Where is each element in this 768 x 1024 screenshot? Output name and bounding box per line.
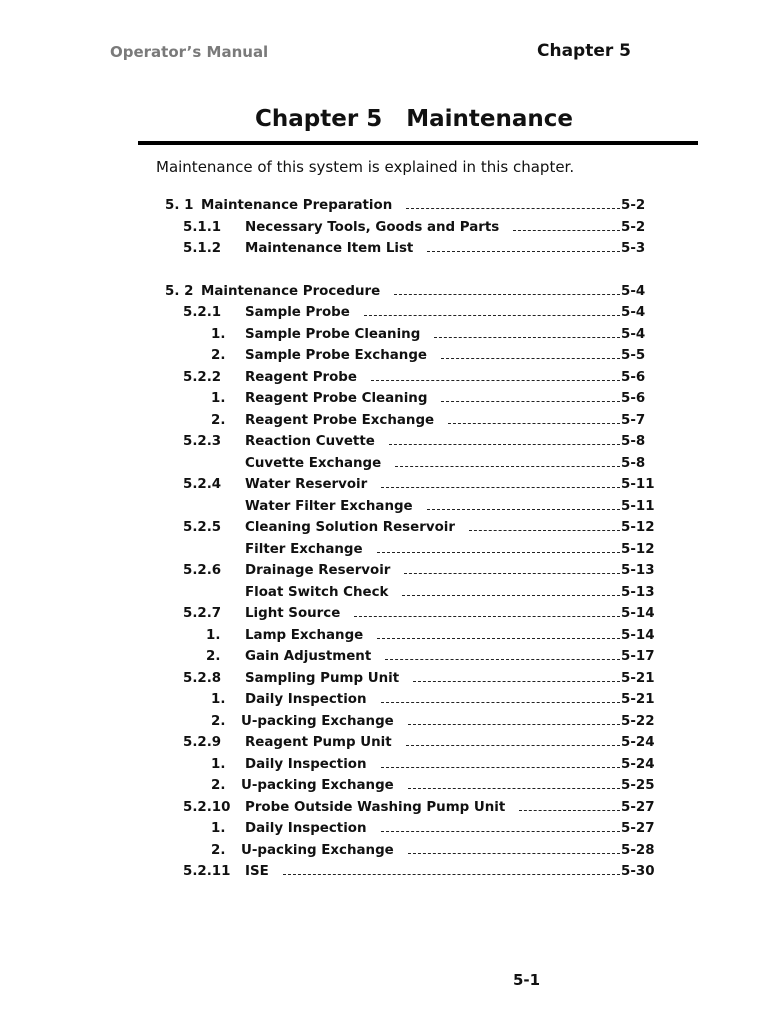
toc-entry-page: 5-13 (621, 584, 655, 600)
toc-entry-label: Sample Probe Exchange (245, 348, 427, 363)
toc-entry-page: 5-12 (621, 541, 655, 557)
toc-entry-number: 5.2.2 (183, 369, 222, 385)
toc-entry-page: 5-7 (621, 412, 646, 428)
toc-entry-page: 5-30 (621, 864, 655, 879)
toc-entry-page: 5-4 (621, 283, 646, 299)
toc-leader-dashes (448, 423, 620, 424)
toc-entry-number: 5.2.6 (183, 563, 222, 578)
toc-entry-label: Maintenance Preparation (201, 198, 393, 213)
toc-entry-number: 5. 2 (165, 283, 194, 299)
toc-entry-page: 5-6 (621, 391, 646, 406)
toc-entry-label: Cleaning Solution Reservoir (245, 520, 455, 535)
toc-leader-dashes (394, 294, 620, 295)
toc-entry-page: 5-22 (621, 713, 655, 729)
toc-entry-label: Daily Inspection (245, 692, 367, 707)
toc-entry-number: 5.2.8 (183, 670, 222, 686)
toc-entry-label: Maintenance Item List (245, 241, 414, 256)
toc-leader-dashes (389, 444, 620, 445)
toc-entry-label: Water Reservoir (245, 477, 368, 492)
toc-entry-number: 2. (211, 713, 226, 729)
toc-entry-label: Lamp Exchange (245, 627, 364, 643)
toc-entry-label: Daily Inspection (245, 821, 367, 836)
toc-entry-number: 2. (211, 842, 226, 858)
toc-leader-dashes (441, 401, 620, 402)
toc-leader-dashes (381, 487, 620, 488)
toc-entry-label: U-packing Exchange (241, 778, 394, 793)
toc-entry-label: U-packing Exchange (241, 842, 394, 858)
toc-entry-page: 5-28 (621, 842, 655, 858)
toc-entry-label: Reagent Probe (245, 369, 357, 385)
toc-leader-dashes (427, 509, 620, 510)
toc-entry-page: 5-13 (621, 563, 655, 578)
toc-entry-number: 1. (206, 627, 221, 643)
toc-entry-label: Sample Probe Cleaning (245, 326, 421, 342)
toc-leader-dashes (377, 552, 620, 553)
toc-entry-page: 5-24 (621, 756, 655, 772)
toc-entry-number: 5.1.1 (183, 219, 222, 235)
toc-leader-dashes (413, 681, 620, 682)
toc-entry-label: Drainage Reservoir (245, 563, 391, 578)
toc-entry-page: 5-27 (621, 821, 655, 836)
toc-entry-number: 5. 1 (165, 198, 194, 213)
toc-entry-label: Light Source (245, 606, 341, 621)
toc-entry-label: Filter Exchange (245, 541, 363, 557)
toc-leader-dashes (406, 208, 620, 209)
toc-entry-label: ISE (245, 864, 269, 879)
toc-entry-label: Float Switch Check (245, 584, 389, 600)
toc-leader-dashes (402, 595, 620, 596)
toc-leader-dashes (283, 874, 620, 875)
toc-entry-number: 5.2.9 (183, 735, 222, 750)
toc-entry-number: 2. (211, 778, 226, 793)
intro-text: Maintenance of this system is explained in this chapter. (156, 158, 575, 176)
toc-leader-dashes (408, 853, 620, 854)
toc-entry-page: 5-2 (621, 198, 646, 213)
toc-leader-dashes (427, 251, 620, 252)
toc-entry-number: 1. (211, 326, 226, 342)
toc-leader-dashes (406, 745, 620, 746)
toc-entry-label: Necessary Tools, Goods and Parts (245, 219, 500, 235)
toc-entry-number: 5.1.2 (183, 241, 222, 256)
toc-entry-label: Cuvette Exchange (245, 455, 382, 471)
toc-entry-page: 5-3 (621, 241, 646, 256)
toc-entry-page: 5-21 (621, 670, 655, 686)
toc-leader-dashes (441, 358, 620, 359)
toc-entry-number: 2. (211, 412, 226, 428)
toc-entry-page: 5-6 (621, 369, 646, 385)
toc-entry-number: 1. (211, 391, 226, 406)
toc-entry-number: 5.2.11 (183, 864, 231, 879)
toc-entry-label: U-packing Exchange (241, 713, 394, 729)
toc-entry-number: 1. (211, 692, 226, 707)
toc-leader-dashes (381, 767, 620, 768)
header-manual-name: Operator’s Manual (110, 43, 269, 61)
toc-entry-number: 2. (206, 649, 221, 664)
toc-leader-dashes (377, 638, 620, 639)
toc-entry-number: 5.2.7 (183, 606, 222, 621)
toc-entry-page: 5-12 (621, 520, 655, 535)
toc-leader-dashes (381, 831, 620, 832)
toc-entry-label: Reaction Cuvette (245, 434, 375, 449)
toc-leader-dashes (385, 659, 620, 660)
toc-entry-label: Water Filter Exchange (245, 498, 413, 514)
toc-entry-page: 5-5 (621, 348, 646, 363)
toc-entry-page: 5-25 (621, 778, 655, 793)
toc-entry-page: 5-8 (621, 455, 646, 471)
toc-entry-page: 5-4 (621, 326, 646, 342)
toc-leader-dashes (408, 788, 620, 789)
toc-leader-dashes (381, 702, 620, 703)
toc-entry-number: 5.2.10 (183, 799, 231, 815)
toc-entry-number: 1. (211, 821, 226, 836)
toc-leader-dashes (434, 337, 620, 338)
toc-entry-label: Probe Outside Washing Pump Unit (245, 799, 506, 815)
header-chapter: Chapter 5 (537, 41, 632, 61)
toc-entry-label: Reagent Pump Unit (245, 735, 392, 750)
toc-entry-label: Reagent Probe Exchange (245, 412, 435, 428)
toc-entry-number: 5.2.3 (183, 434, 222, 449)
toc-leader-dashes (364, 315, 620, 316)
toc-entry-label: Sample Probe (245, 305, 350, 320)
toc-entry-label: Sampling Pump Unit (245, 670, 400, 686)
toc-entry-page: 5-8 (621, 434, 646, 449)
page-title: Chapter 5 Maintenance (255, 106, 573, 132)
toc-entry-number: 5.2.1 (183, 305, 222, 320)
toc-leader-dashes (469, 530, 620, 531)
toc-entry-number: 5.2.5 (183, 520, 222, 535)
toc-entry-page: 5-21 (621, 692, 655, 707)
toc-entry-number: 2. (211, 348, 226, 363)
toc-entry-number: 1. (211, 756, 226, 772)
toc-entry-page: 5-11 (621, 498, 655, 514)
toc-entry-page: 5-11 (621, 477, 655, 492)
toc-leader-dashes (354, 616, 620, 617)
toc-leader-dashes (395, 466, 620, 467)
toc-leader-dashes (519, 810, 620, 811)
toc-entry-label: Maintenance Procedure (201, 283, 381, 299)
toc-entry-page: 5-4 (621, 305, 646, 320)
toc-entry-page: 5-17 (621, 649, 655, 664)
toc-entry-page: 5-2 (621, 219, 646, 235)
toc-leader-dashes (371, 380, 620, 381)
toc-entry-label: Gain Adjustment (245, 649, 372, 664)
toc-entry-page: 5-14 (621, 627, 655, 643)
toc-entry-page: 5-27 (621, 799, 655, 815)
page-number: 5-1 (513, 971, 541, 989)
toc-entry-page: 5-14 (621, 606, 655, 621)
toc-entry-label: Daily Inspection (245, 756, 367, 772)
toc-leader-dashes (404, 573, 620, 574)
toc-entry-number: 5.2.4 (183, 477, 222, 492)
toc-leader-dashes (513, 230, 620, 231)
toc-entry-label: Reagent Probe Cleaning (245, 391, 428, 406)
toc-entry-page: 5-24 (621, 735, 655, 750)
toc-leader-dashes (408, 724, 620, 725)
